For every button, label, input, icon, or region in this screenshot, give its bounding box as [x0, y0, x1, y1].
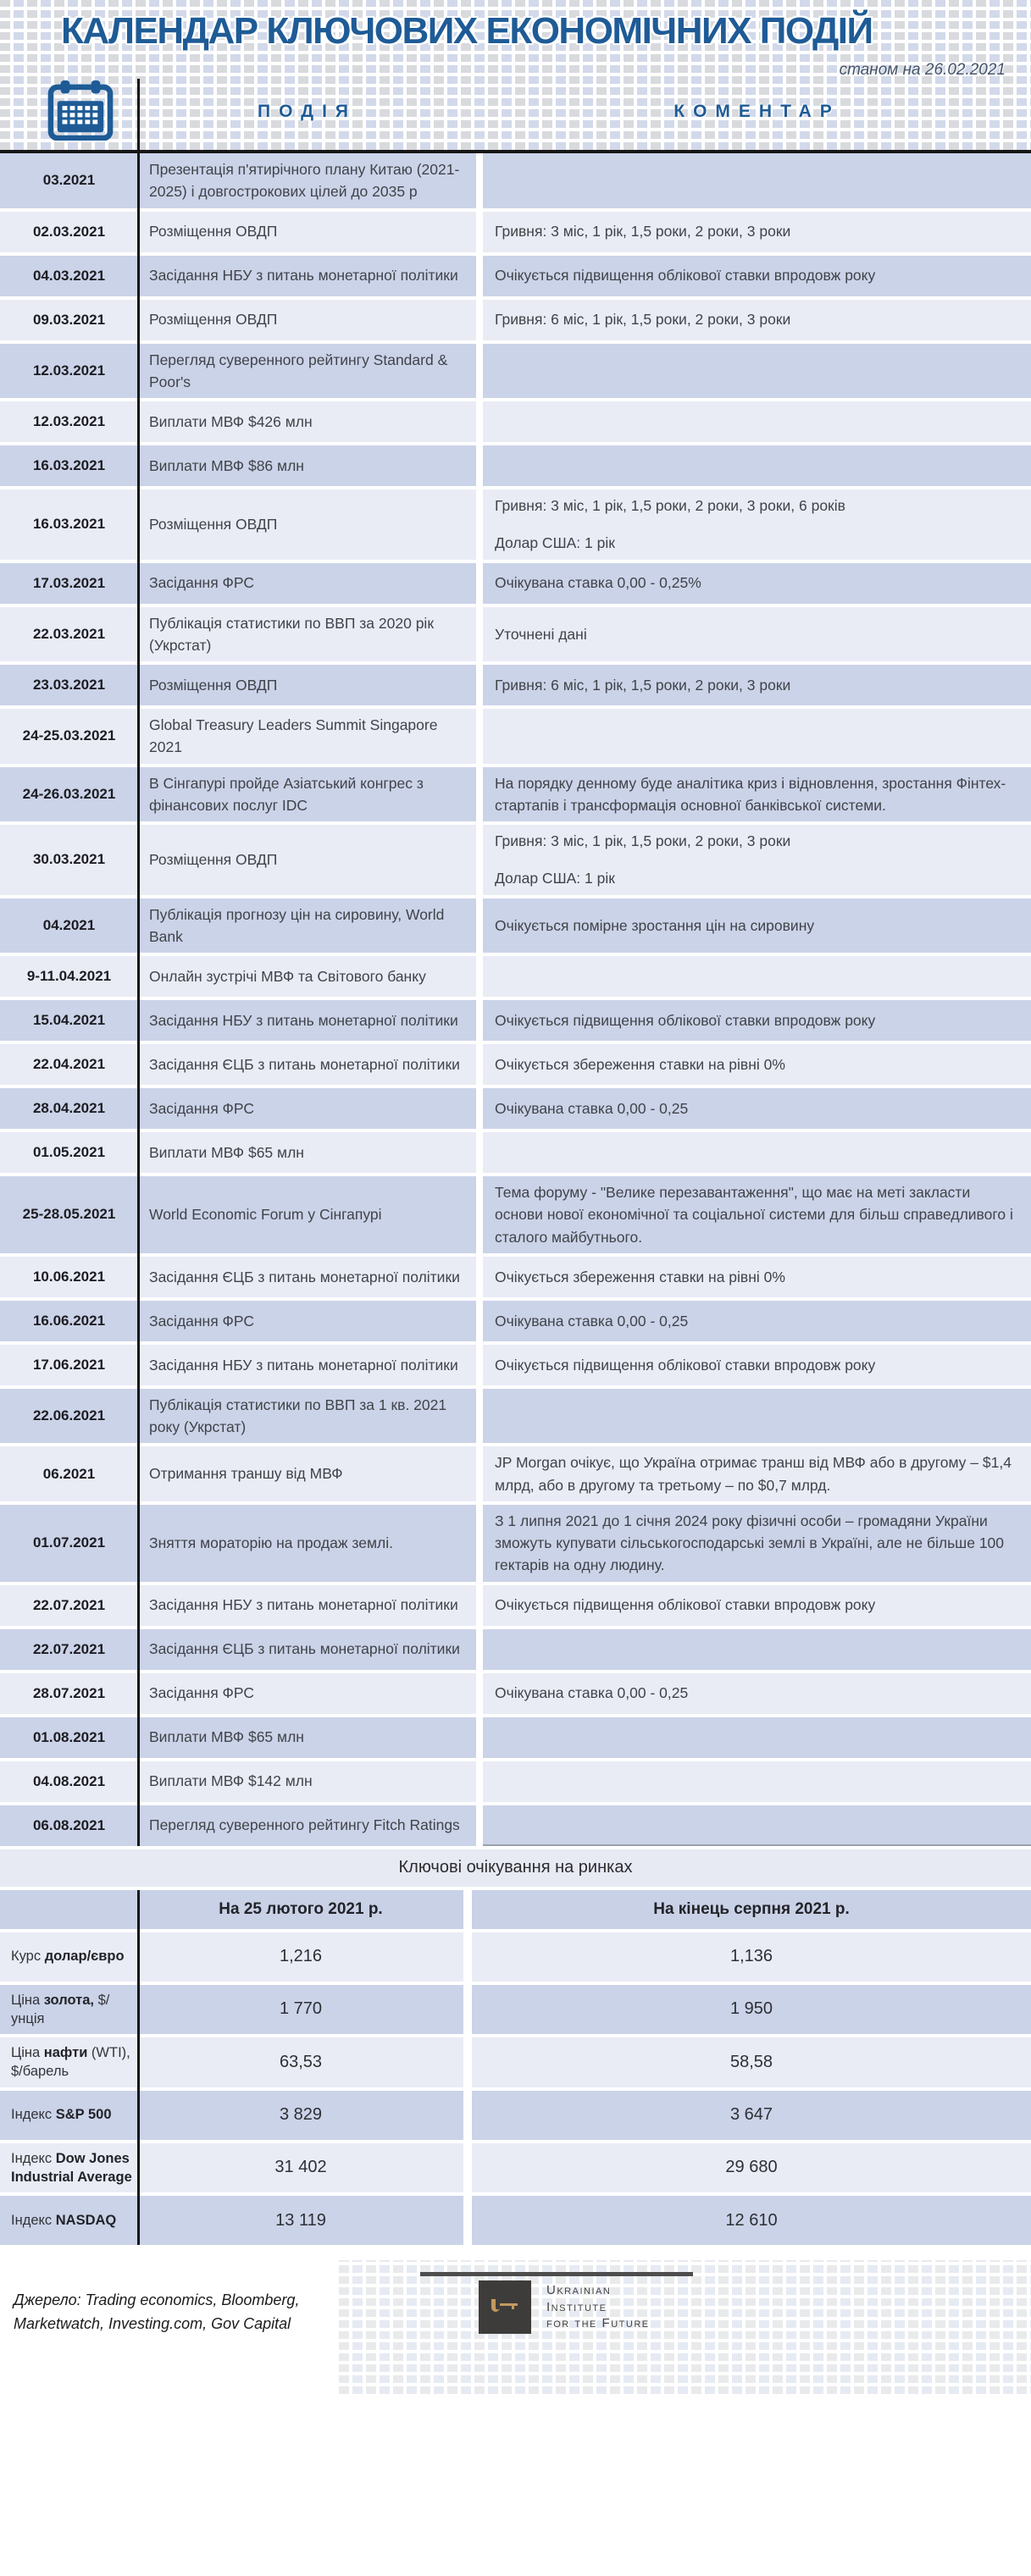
- uif-key-icon: [490, 2297, 520, 2318]
- market-col1-header: [138, 1890, 472, 1929]
- event-title: Перегляд суверенного рейтингу Standard & Poor's: [138, 344, 483, 399]
- uif-logo-line3: for the Future: [546, 2316, 650, 2331]
- market-indicator-label: Курс долар/євро: [0, 1932, 138, 1982]
- event-date: 06.2021: [0, 1446, 138, 1501]
- event-title: Публікація статистики по ВВП за 2020 рік (Укрстат): [138, 607, 483, 662]
- market-row: [0, 2037, 1031, 2087]
- event-date: 01.05.2021: [0, 1132, 138, 1173]
- event-comment: [483, 1132, 1031, 1173]
- event-title: Засідання ФРС: [138, 1301, 483, 1341]
- event-comment-line1: Очікувана ставка 0,00 - 0,25%: [495, 574, 701, 592]
- event-date: 24-25.03.2021: [0, 709, 138, 764]
- uif-logo-line1: Ukrainian: [546, 2283, 612, 2298]
- event-comment: [483, 153, 1031, 208]
- event-date: 16.06.2021: [0, 1301, 138, 1341]
- market-col1-label: На 25 лютого 2021 р.: [219, 1899, 383, 1918]
- market-col2-label: На кінець серпня 2021 р.: [653, 1899, 850, 1918]
- event-comment: [483, 1761, 1031, 1802]
- event-date: 23.03.2021: [0, 665, 138, 705]
- event-title: Засідання НБУ з питань монетарної політики: [138, 1585, 483, 1626]
- table-row: [0, 153, 1031, 208]
- event-title: Засідання ФРС: [138, 1088, 483, 1129]
- event-date: 04.08.2021: [0, 1761, 138, 1802]
- market-indicator-label: Ціна нафти (WTI), $/барель: [0, 2037, 138, 2087]
- event-comment: [483, 563, 1031, 604]
- page-title: КАЛЕНДАР КЛЮЧОВИХ ЕКОНОМІЧНИХ ПОДІЙ: [61, 10, 873, 52]
- event-title: Виплати МВФ $65 млн: [138, 1717, 483, 1758]
- event-date: 30.03.2021: [0, 825, 138, 895]
- market-value-aug: 29 680: [472, 2143, 1031, 2193]
- event-date: 12.03.2021: [0, 344, 138, 399]
- market-indicator-label: Ціна золота, $/унція: [0, 1985, 138, 2035]
- event-comment-line1: Гривня: 6 міс, 1 рік, 1,5 роки, 2 роки, 3 роки: [495, 311, 791, 329]
- calendar-icon: [47, 80, 114, 141]
- market-header-spacer: [0, 1890, 138, 1929]
- event-comment: [483, 1000, 1031, 1041]
- event-comment: [483, 1717, 1031, 1758]
- table-row: [0, 1717, 1031, 1758]
- market-row: [0, 2196, 1031, 2245]
- event-comment-line1: Гривня: 3 міс, 1 рік, 1,5 роки, 2 роки, 3 роки: [495, 832, 791, 849]
- market-indicator-label: Індекс Dow Jones Industrial Average: [0, 2143, 138, 2193]
- table-row: [0, 1585, 1031, 1626]
- event-date: 22.07.2021: [0, 1629, 138, 1670]
- event-comment: [483, 1505, 1031, 1582]
- uif-logo-line2: Institute: [546, 2299, 607, 2314]
- market-row: [0, 1985, 1031, 2035]
- event-comment-line1: Очікувана ставка 0,00 - 0,25: [495, 1684, 689, 1702]
- market-value-aug: 1 950: [472, 1985, 1031, 2035]
- event-date: 16.03.2021: [0, 445, 138, 486]
- market-value-feb: 1,216: [138, 1932, 472, 1982]
- event-comment-line1: Очікується підвищення облікової ставки впродовж року: [495, 267, 876, 285]
- event-comment: [483, 1301, 1031, 1341]
- event-comment: [483, 300, 1031, 340]
- table-row: [0, 956, 1031, 997]
- event-comment: [483, 1673, 1031, 1714]
- market-title: Ключові очікування на ринках: [0, 1849, 1031, 1887]
- event-comment-line1: Гривня: 3 міс, 1 рік, 1,5 роки, 2 роки, 3 роки: [495, 223, 791, 240]
- as-of-date: станом на 26.02.2021: [839, 61, 1006, 79]
- event-comment-line1: Очікувана ставка 0,00 - 0,25: [495, 1312, 689, 1329]
- event-title: Публікація статистики по ВВП за 1 кв. 2021 року (Укрстат): [138, 1389, 483, 1444]
- event-comment-line1: Очікувана ставка 0,00 - 0,25: [495, 1099, 689, 1117]
- uif-logo: [479, 2280, 650, 2334]
- market-row: [0, 2091, 1031, 2140]
- event-title: Отримання траншу від МВФ: [138, 1446, 483, 1501]
- event-date: 24-26.03.2021: [0, 767, 138, 822]
- table-row: [0, 1301, 1031, 1341]
- table-row: [0, 1389, 1031, 1444]
- event-comment: [483, 898, 1031, 954]
- event-comment-line1: Очікується помірне зростання цін на сировину: [495, 916, 815, 934]
- event-date: 04.2021: [0, 898, 138, 954]
- uif-logo-text: [546, 2280, 650, 2334]
- event-comment: [483, 665, 1031, 705]
- event-comment-line1: Очікується підвищення облікової ставки впродовж року: [495, 1011, 876, 1029]
- table-row: [0, 1446, 1031, 1501]
- event-comment: [483, 1805, 1031, 1846]
- column-divider-line: [137, 79, 140, 150]
- event-title: Розміщення ОВДП: [138, 489, 483, 560]
- event-date: 28.07.2021: [0, 1673, 138, 1714]
- event-title: Виплати МВФ $142 млн: [138, 1761, 483, 1802]
- event-title: World Economic Forum у Сінгапурі: [138, 1176, 483, 1253]
- table-row: [0, 898, 1031, 954]
- event-comment-line1: Гривня: 6 міс, 1 рік, 1,5 роки, 2 роки, 3 роки: [495, 676, 791, 694]
- event-comment-line1: JP Morgan очікує, що Україна отримає транш від МВФ або в другому – $1,4 млрд, або в другому та третьому – по $0,7 млрд.: [495, 1454, 1012, 1494]
- market-value-aug: 58,58: [472, 2037, 1031, 2087]
- event-comment-line1: Уточнені дані: [495, 625, 587, 643]
- event-comment-line1: Очікується збереження ставки на рівні 0%: [495, 1055, 785, 1073]
- market-value-feb: 63,53: [138, 2037, 472, 2087]
- event-date: 22.04.2021: [0, 1044, 138, 1085]
- event-comment-line1: З 1 липня 2021 до 1 січня 2024 року фізичні особи – громадяни України зможуть купувати сільськогосподарські землі в Україні, але не більше 100 гектарів на одну людину.: [495, 1512, 1005, 1574]
- event-comment: [483, 445, 1031, 486]
- market-value-feb: 1 770: [138, 1985, 472, 2035]
- event-date: 22.07.2021: [0, 1585, 138, 1626]
- table-row: [0, 1805, 1031, 1846]
- table-row: [0, 1044, 1031, 1085]
- event-date: 16.03.2021: [0, 489, 138, 560]
- event-comment: [483, 1088, 1031, 1129]
- event-comment-line1: На порядку денному буде аналітика криз і відновлення, зростання Фінтех-стартапів і трансформація основної банківської системи.: [495, 774, 1006, 814]
- event-comment: [483, 1044, 1031, 1085]
- market-value-feb: 3 829: [138, 2091, 472, 2140]
- market-row: [0, 1932, 1031, 1982]
- table-row: [0, 1257, 1031, 1297]
- event-comment: [483, 709, 1031, 764]
- event-title: Засідання ФРС: [138, 563, 483, 604]
- event-comment-line1: Гривня: 3 міс, 1 рік, 1,5 роки, 2 роки, 3 роки, 6 років: [495, 497, 845, 514]
- event-title: Розміщення ОВДП: [138, 825, 483, 895]
- event-date: 9-11.04.2021: [0, 956, 138, 997]
- table-row: [0, 300, 1031, 340]
- event-comment: [483, 767, 1031, 822]
- event-title: Засідання НБУ з питань монетарної політики: [138, 256, 483, 296]
- source-text: Джерело: Trading economics, Bloomberg, Marketwatch, Investing.com, Gov Capital: [14, 2291, 300, 2332]
- event-comment: [483, 825, 1031, 895]
- event-date: 12.03.2021: [0, 401, 138, 442]
- event-date: 25-28.05.2021: [0, 1176, 138, 1253]
- event-comment: [483, 1257, 1031, 1297]
- market-table: [0, 1890, 1031, 2246]
- footer-pattern: [339, 2260, 1031, 2394]
- event-date: 15.04.2021: [0, 1000, 138, 1041]
- event-title: Засідання ФРС: [138, 1673, 483, 1714]
- table-row: [0, 1345, 1031, 1385]
- event-comment: [483, 1389, 1031, 1444]
- market-indicator-label: Індекс NASDAQ: [0, 2196, 138, 2245]
- table-row: [0, 1505, 1031, 1582]
- event-title: Зняття мораторію на продаж землі.: [138, 1505, 483, 1582]
- event-comment-line1: Очікується підвищення облікової ставки впродовж року: [495, 1356, 876, 1374]
- event-comment: [483, 256, 1031, 296]
- event-title: Виплати МВФ $86 млн: [138, 445, 483, 486]
- table-row: [0, 344, 1031, 399]
- event-title: Розміщення ОВДП: [138, 300, 483, 340]
- table-row: [0, 1000, 1031, 1041]
- table-row: [0, 212, 1031, 252]
- event-comment: [483, 1629, 1031, 1670]
- event-date: 22.06.2021: [0, 1389, 138, 1444]
- logo-divider: [420, 2272, 693, 2276]
- market-value-feb: 31 402: [138, 2143, 472, 2193]
- event-title: Онлайн зустрічі МВФ та Світового банку: [138, 956, 483, 997]
- table-row: [0, 401, 1031, 442]
- table-row: [0, 709, 1031, 764]
- footer: [0, 2248, 1031, 2394]
- events-table: [0, 153, 1031, 1846]
- event-date: 22.03.2021: [0, 607, 138, 662]
- table-row: [0, 445, 1031, 486]
- event-title: Виплати МВФ $426 млн: [138, 401, 483, 442]
- event-comment: [483, 401, 1031, 442]
- event-date: 06.08.2021: [0, 1805, 138, 1846]
- table-row: [0, 1761, 1031, 1802]
- event-title: Розміщення ОВДП: [138, 665, 483, 705]
- event-comment-line2: Долар США: 1 рік: [495, 870, 615, 887]
- event-comment: [483, 212, 1031, 252]
- market-row: [0, 2143, 1031, 2193]
- event-comment: [483, 344, 1031, 399]
- page-header: [0, 0, 1031, 153]
- event-comment: [483, 607, 1031, 662]
- event-comment-line2: Долар США: 1 рік: [495, 534, 615, 552]
- event-title: Виплати МВФ $65 млн: [138, 1132, 483, 1173]
- table-row: [0, 1132, 1031, 1173]
- event-comment: [483, 489, 1031, 560]
- table-row: [0, 607, 1031, 662]
- event-title: В Сінгапурі пройде Азіатський конгрес з фінансових послуг IDC: [138, 767, 483, 822]
- event-comment-line1: Очікується збереження ставки на рівні 0%: [495, 1268, 785, 1285]
- event-date: 01.08.2021: [0, 1717, 138, 1758]
- event-title: Засідання НБУ з питань монетарної політики: [138, 1000, 483, 1041]
- table-row: [0, 825, 1031, 895]
- market-value-feb: 13 119: [138, 2196, 472, 2245]
- event-title: Засідання ЄЦБ з питань монетарної політики: [138, 1044, 483, 1085]
- table-row: [0, 1088, 1031, 1129]
- event-date: 03.2021: [0, 153, 138, 208]
- market-value-aug: 1,136: [472, 1932, 1031, 1982]
- event-comment: [483, 1176, 1031, 1253]
- event-comment: [483, 956, 1031, 997]
- event-date: 10.06.2021: [0, 1257, 138, 1297]
- event-title: Global Treasury Leaders Summit Singapore 2021: [138, 709, 483, 764]
- event-title: Розміщення ОВДП: [138, 212, 483, 252]
- event-comment: [483, 1345, 1031, 1385]
- market-col2-header: [472, 1890, 1031, 1929]
- event-date: 04.03.2021: [0, 256, 138, 296]
- event-comment-line1: Тема форуму - "Велике перезавантаження", що має на меті закласти основи нової економічної та соціальної системи для більш справедливого і сталого майбутнього.: [495, 1184, 1013, 1246]
- event-date: 01.07.2021: [0, 1505, 138, 1582]
- table-row: [0, 665, 1031, 705]
- event-title: Засідання НБУ з питань монетарної політики: [138, 1345, 483, 1385]
- market-value-aug: 12 610: [472, 2196, 1031, 2245]
- event-comment: [483, 1446, 1031, 1501]
- market-section: [0, 1849, 1031, 2246]
- event-comment: [483, 1585, 1031, 1626]
- event-date: 17.03.2021: [0, 563, 138, 604]
- event-title: Перегляд суверенного рейтингу Fitch Ratings: [138, 1805, 483, 1846]
- event-date: 28.04.2021: [0, 1088, 138, 1129]
- event-date: 02.03.2021: [0, 212, 138, 252]
- event-date: 09.03.2021: [0, 300, 138, 340]
- column-header-event: ПОДІЯ: [257, 102, 358, 121]
- market-value-aug: 3 647: [472, 2091, 1031, 2140]
- table-row: [0, 563, 1031, 604]
- event-comment-line1: Очікується підвищення облікової ставки впродовж року: [495, 1596, 876, 1614]
- event-date: 17.06.2021: [0, 1345, 138, 1385]
- column-header-comment: КОМЕНТАР: [673, 102, 840, 121]
- table-row: [0, 1629, 1031, 1670]
- event-title: Засідання ЄЦБ з питань монетарної політики: [138, 1257, 483, 1297]
- table-row: [0, 1673, 1031, 1714]
- event-title: Публікація прогнозу цін на сировину, World Bank: [138, 898, 483, 954]
- table-row: [0, 1176, 1031, 1253]
- table-row: [0, 767, 1031, 822]
- uif-logo-box: [479, 2280, 531, 2334]
- market-indicator-label: Індекс S&P 500: [0, 2091, 138, 2140]
- table-row: [0, 256, 1031, 296]
- market-header-row: [0, 1890, 1031, 1929]
- event-title: Засідання ЄЦБ з питань монетарної політики: [138, 1629, 483, 1670]
- table-row: [0, 489, 1031, 560]
- event-title: Презентація п'ятирічного плану Китаю (2021-2025) і довгострокових цілей до 2035 р: [138, 153, 483, 208]
